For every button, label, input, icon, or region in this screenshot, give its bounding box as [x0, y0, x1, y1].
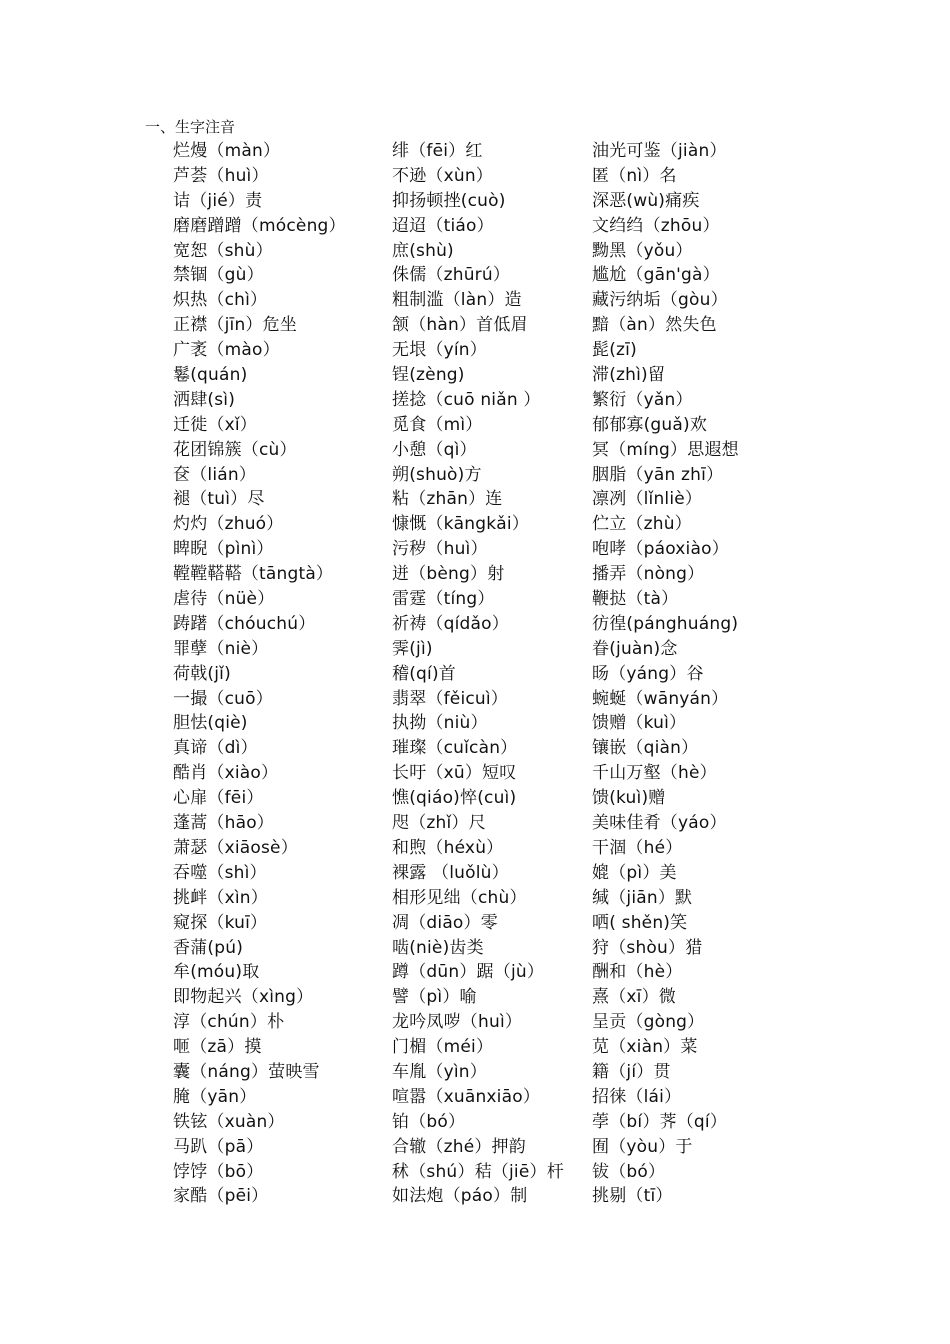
vocab-entry: 啮(niè)齿类: [392, 937, 484, 958]
vocab-entry: 黝黑（yǒu）: [592, 240, 693, 261]
vocab-entry: 家酷（pēi）: [173, 1186, 269, 1207]
vocab-column-2: [392, 139, 564, 1209]
vocab-entry: 翡翠（fěicuì）: [392, 688, 509, 709]
vocab-entry: 如法炮（páo）制: [392, 1186, 528, 1207]
vocab-entry: 即物起兴（xìng）: [173, 987, 314, 1008]
vocab-entry: 迢迢（tiáo）: [392, 215, 494, 236]
vocab-entry: 深恶(wù)痛疾: [592, 190, 700, 211]
vocab-entry: 铁铉（xuàn）: [173, 1111, 285, 1132]
vocab-entry: 繁衍（yǎn）: [592, 389, 693, 410]
vocab-entry: 媲（pì）美: [592, 862, 677, 883]
vocab-entry: 雷霆（tíng）: [392, 589, 495, 610]
vocab-entry: 秫（shú）秸（jiē）杆: [392, 1161, 564, 1182]
vocab-entry: 滞(zhì)留: [592, 365, 666, 386]
vocab-entry: 无垠（yín）: [392, 340, 487, 361]
vocab-entry: 熹（xī）微: [592, 987, 676, 1008]
vocab-entry: 璀璨（cuǐcàn）: [392, 738, 518, 759]
vocab-entry: 胭脂（yān zhī）: [592, 464, 724, 485]
vocab-entry: 花团锦簇（cù）: [173, 439, 297, 460]
vocab-entry: 囿（yòu）于: [592, 1136, 693, 1157]
vocab-entry: 鞭挞（tà）: [592, 589, 679, 610]
vocab-entry: 迸（bèng）射: [392, 564, 505, 585]
vocab-entry: 磨磨蹭蹭（mócèng）: [173, 215, 346, 236]
vocab-entry: 粘（zhān）连: [392, 489, 503, 510]
vocab-entry: 油光可鉴（jiàn）: [592, 141, 727, 161]
vocab-entry: 真谛（dì）: [173, 738, 258, 759]
vocab-entry: 蓬蒿（hāo）: [173, 813, 274, 834]
vocab-entry: 眷(juàn)念: [592, 638, 678, 659]
vocab-entry: 彷徨(pánghuáng): [592, 613, 739, 634]
vocab-entry: 门楣（méi）: [392, 1037, 494, 1058]
vocab-entry: 禁锢（gù）: [173, 265, 264, 286]
vocab-entry: 籍（jí）贯: [592, 1061, 671, 1082]
vocab-entry: 藏污纳垢（gòu）: [592, 290, 728, 311]
vocab-entry: 裸露 （luǒlù）: [392, 862, 509, 883]
vocab-entry: 千山万壑（hè）: [592, 763, 717, 784]
vocab-entry: 镶嵌（qiàn）: [592, 738, 699, 759]
vocab-column-3: [592, 139, 739, 1209]
vocab-entry: 尴尬（gān'gà）: [592, 265, 720, 286]
vocab-entry: 钹（bó）: [592, 1161, 666, 1182]
vocab-entry: 荸（bí）荠（qí）: [592, 1111, 728, 1132]
vocab-entry: 稽(qí)首: [392, 663, 456, 684]
vocab-entry: 诘（jié）责: [173, 190, 263, 211]
vocab-entry: 文绉绉（zhōu）: [592, 215, 720, 236]
vocab-entry: 荷戟(jǐ): [173, 663, 231, 684]
vocab-entry: 洒肆(sì): [173, 389, 236, 410]
vocab-entry: 车胤（yìn）: [392, 1061, 487, 1082]
vocab-entry: 迁徙（xǐ）: [173, 414, 257, 435]
vocab-entry: 匿（nì）名: [592, 165, 677, 186]
vocab-entry: 狩（shòu）猎: [592, 937, 703, 958]
vocab-entry: 喧嚣（xuānxiāo）: [392, 1086, 541, 1107]
vocab-entry: 正襟（jīn）危坐: [173, 315, 298, 336]
vocab-entry: 苋（xiàn）菜: [592, 1037, 698, 1058]
vocab-entry: 髭(zī): [592, 340, 637, 361]
vocab-entry: 播弄（nòng）: [592, 564, 705, 585]
vocab-entry: 粗制滥（làn）造: [392, 290, 522, 311]
vocab-entry: 觅食（mì）: [392, 414, 483, 435]
vocab-entry: 招徕（lái）: [592, 1086, 682, 1107]
section-title: 一、生字注音: [145, 118, 236, 136]
vocab-entry: 慷慨（kāngkǎi）: [392, 514, 530, 535]
vocab-entry: 郁郁寡(guǎ)欢: [592, 414, 708, 435]
vocab-entry: 搓捻（cuō niǎn ）: [392, 389, 541, 410]
vocab-entry: 马趴（pā）: [173, 1136, 264, 1157]
vocab-entry: 烂熳（màn）: [173, 141, 281, 161]
vocab-entry: 饽饽（bō）: [173, 1161, 264, 1182]
vocab-entry: 鞺鞺鞳鞳（tāngtà）: [173, 564, 334, 585]
vocab-entry: 旸（yáng）谷: [592, 663, 704, 684]
vocab-entry: 咂（zā）摸: [173, 1037, 262, 1058]
vocab-entry: 睥睨（pìnì）: [173, 539, 274, 560]
vocab-entry: 铂（bó）: [392, 1111, 466, 1132]
vocab-entry: 干涸（hé）: [592, 837, 683, 858]
vocab-entry: 抑扬顿挫(cuò): [392, 190, 506, 211]
vocab-entry: 凛冽（lǐnliè）: [592, 489, 703, 510]
vocab-entry: 哂( shěn)笑: [592, 912, 688, 933]
vocab-entry: 虐待（nüè）: [173, 589, 275, 610]
vocab-entry: 萧瑟（xiāosè）: [173, 837, 298, 858]
vocab-entry: 朔(shuò)方: [392, 464, 482, 485]
vocab-entry: 挑剔（tī）: [592, 1186, 673, 1207]
vocab-entry: 广袤（mào）: [173, 340, 280, 361]
vocab-entry: 锃(zèng): [392, 365, 465, 386]
vocab-entry: 芦荟（huì）: [173, 165, 269, 186]
vocab-entry: 炽热（chì）: [173, 290, 268, 311]
vocab-entry: 鬈(quán): [173, 365, 248, 386]
vocab-entry: 馈(kuì)赠: [592, 788, 666, 809]
vocab-entry: 奁（lián）: [173, 464, 257, 485]
vocab-entry: 凋（diāo）零: [392, 912, 498, 933]
vocab-entry: 憔(qiáo)悴(cuì): [392, 788, 517, 809]
vocab-entry: 伫立（zhù）: [592, 514, 692, 535]
vocab-entry: 挑衅（xìn）: [173, 887, 268, 908]
vocab-entry: 心扉（fēi）: [173, 788, 264, 809]
vocab-entry: 踌躇（chóuchú）: [173, 613, 316, 634]
vocab-entry: 酷肖（xiào）: [173, 763, 279, 784]
vocab-entry: 香蒲(pú): [173, 937, 244, 958]
vocab-entry: 胆怯(qiè): [173, 713, 248, 734]
vocab-entry: 酬和（hè）: [592, 962, 683, 983]
vocab-entry: 呈贡（gòng）: [592, 1012, 705, 1033]
vocab-entry: 囊（náng）萤映雪: [173, 1061, 320, 1082]
vocab-entry: 合辙（zhé）押韵: [392, 1136, 526, 1157]
vocab-entry: 吞噬（shì）: [173, 862, 267, 883]
vocab-entry: 污秽（huì）: [392, 539, 488, 560]
vocab-entry: 祈祷（qídǎo）: [392, 613, 509, 634]
vocab-entry: 淳（chún）朴: [173, 1012, 285, 1033]
vocab-entry: 一撮（cuō）: [173, 688, 273, 709]
vocab-entry: 窥探（kuī）: [173, 912, 268, 933]
vocab-entry: 宽恕（shù）: [173, 240, 273, 261]
vocab-entry: 绯（fēi）红: [392, 141, 483, 161]
vocab-entry: 黯（àn）然失色: [592, 315, 717, 336]
vocab-entry: 罪孽（niè）: [173, 638, 269, 659]
vocab-entry: 庶(shù): [392, 240, 454, 261]
vocab-entry: 牟(móu)取: [173, 962, 260, 983]
vocab-entry: 侏儒（zhūrú）: [392, 265, 511, 286]
vocab-entry: 缄（jiān）默: [592, 887, 693, 908]
vocab-entry: 不逊（xùn）: [392, 165, 494, 186]
vocab-entry: 蜿蜒（wānyán）: [592, 688, 729, 709]
vocab-entry: 龙吟凤哕（huì）: [392, 1012, 523, 1033]
vocab-entry: 霁(jì): [392, 638, 433, 659]
vocab-column-1: [173, 139, 346, 1209]
vocab-entry: 和煦（héxù）: [392, 837, 504, 858]
vocab-entry: 馈赠（kuì）: [592, 713, 687, 734]
vocab-entry: 长吁（xū）短叹: [392, 763, 517, 784]
vocab-entry: 褪（tuì）尽: [173, 489, 265, 510]
vocab-entry: 相形见绌（chù）: [392, 887, 527, 908]
vocab-entry: 腌（yān）: [173, 1086, 257, 1107]
vocab-entry: 美味佳肴（yáo）: [592, 813, 727, 834]
vocab-entry: 譬（pì）喻: [392, 987, 477, 1008]
vocab-entry: 颔（hàn）首低眉: [392, 315, 528, 336]
vocab-entry: 咫（zhǐ）尺: [392, 813, 486, 834]
vocab-entry: 蹲（dūn）踞（jù）: [392, 962, 545, 983]
vocab-entry: 小憩（qì）: [392, 439, 477, 460]
vocab-entry: 冥（míng）思遐想: [592, 439, 739, 460]
vocab-entry: 执拗（niù）: [392, 713, 488, 734]
vocab-entry: 咆哮（páoxiào）: [592, 539, 729, 560]
vocab-entry: 灼灼（zhuó）: [173, 514, 284, 535]
